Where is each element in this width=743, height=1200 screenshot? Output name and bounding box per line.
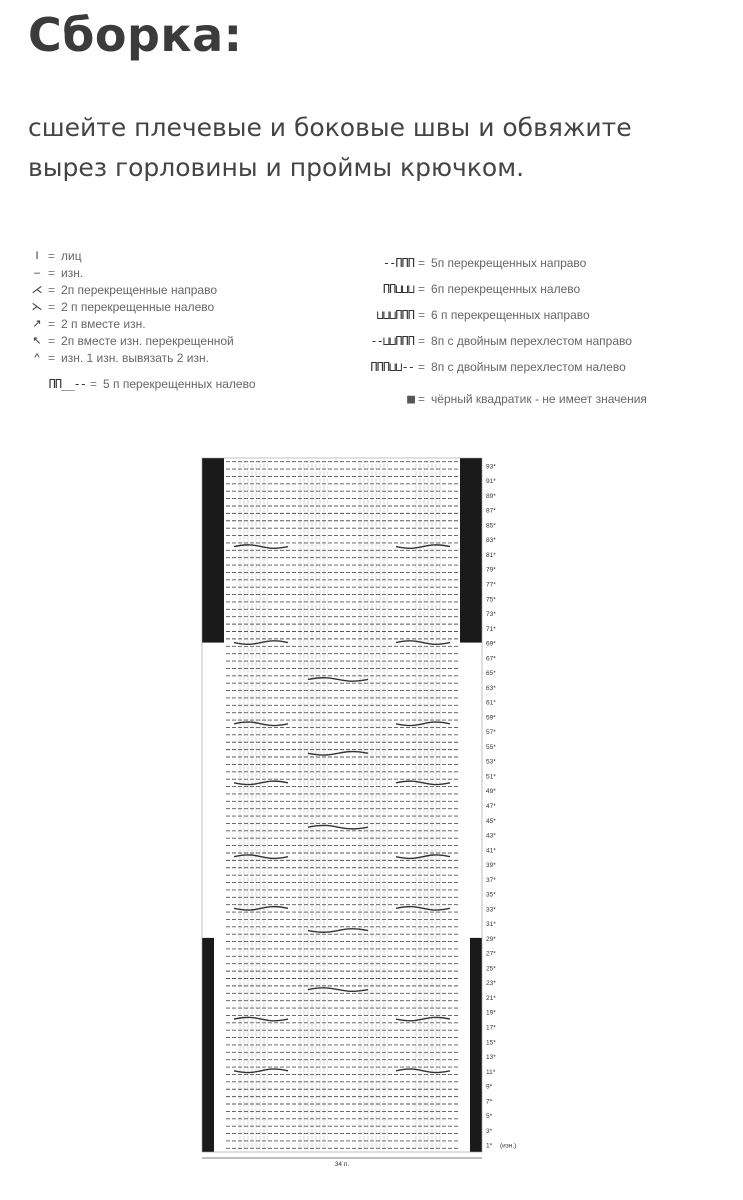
row-number-label: 85* — [486, 522, 496, 530]
row-number-label: 1* — [486, 1142, 493, 1150]
row-number-label: 53* — [486, 758, 496, 766]
legend-label: 5п перекрещенных направо — [431, 255, 587, 270]
row-number-label: 47* — [486, 803, 496, 810]
legend-eq: = — [48, 334, 56, 348]
black-bar-left-bottom — [202, 938, 214, 1152]
row-number-label: 17* — [486, 1024, 496, 1032]
legend-item — [30, 333, 330, 350]
legend-eq: = — [48, 249, 56, 263]
knitting-chart — [198, 450, 528, 1170]
row-number-label: 15* — [486, 1039, 496, 1047]
row-number-label: 23* — [486, 980, 496, 988]
row-number-label: 57* — [486, 729, 496, 737]
legend-item — [30, 265, 330, 282]
row-number-label: 31* — [486, 921, 496, 929]
row-number-label: 61* — [486, 699, 496, 707]
row-number-label: 29* — [486, 935, 496, 943]
row-number-label: 11* — [486, 1068, 496, 1076]
legend-symbol: ΠΠ⊔⊔⊔ — [382, 281, 414, 296]
legend-eq: = — [48, 300, 56, 314]
black-bar-right-bottom — [470, 938, 482, 1152]
legend-item — [30, 350, 330, 367]
row-number-label: 89* — [486, 492, 496, 500]
legend-eq: = — [418, 281, 426, 296]
row-number-label: 67* — [486, 655, 496, 663]
row-number-label: 59* — [486, 714, 496, 722]
black-bar-left-top — [202, 458, 224, 643]
row-number-label: 35* — [486, 891, 496, 899]
row-number-label: 41* — [486, 847, 496, 855]
legend-symbol: ⋌ — [31, 284, 43, 296]
legend-symbol: – — [33, 267, 41, 279]
legend-item — [322, 328, 722, 354]
row-number-label: 55* — [486, 743, 496, 751]
legend-item — [30, 299, 330, 316]
row-number-label: 13* — [486, 1054, 496, 1062]
legend-eq: = — [418, 255, 426, 270]
row-number-label: 49* — [486, 788, 496, 796]
legend-item — [30, 376, 330, 393]
first-row-suffix: (изн.) — [500, 1142, 517, 1150]
assembly-instructions: сшейте плечевые и боковые швы и обвяжите вырез горловины и проймы крючком. — [28, 113, 632, 182]
row-number-label: 71* — [486, 625, 496, 633]
legend-label: лиц — [61, 249, 82, 263]
legend-eq: = — [48, 266, 56, 280]
row-number-label: 25* — [486, 965, 496, 973]
legend-right — [322, 250, 722, 412]
row-number-label: 19* — [486, 1009, 496, 1017]
legend-symbol: ↗ — [32, 318, 42, 330]
row-number-label: 93* — [486, 463, 496, 471]
legend-symbol: ΠΠ__-- — [48, 377, 86, 391]
legend-item — [322, 302, 722, 328]
row-number-label: 81* — [486, 551, 496, 559]
row-number-label: 27* — [486, 950, 496, 958]
row-number-label: 37* — [486, 876, 496, 884]
knit-column-area — [358, 462, 388, 1148]
row-number-label: 21* — [486, 994, 496, 1002]
legend-eq: = — [90, 377, 98, 391]
legend-eq: = — [418, 359, 426, 374]
legend-symbol: --⊔⊔ΠΠΠ — [370, 333, 414, 348]
legend-label: 8п с двойным перехлестом направо — [431, 333, 632, 348]
row-number-label: 83* — [486, 537, 496, 545]
row-number-label: 9* — [486, 1083, 493, 1091]
legend-eq: = — [48, 351, 56, 365]
row-number-label: 63* — [486, 684, 496, 692]
legend-symbol: --ΠΠΠ — [382, 255, 414, 270]
row-number-label: 77* — [486, 581, 496, 589]
legend-item — [322, 276, 722, 302]
legend-label: 2 п вместе изн. — [61, 317, 146, 331]
knit-column-area — [298, 462, 328, 1148]
row-number-label: 79* — [486, 566, 496, 574]
legend-eq: = — [48, 317, 56, 331]
black-bar-right-top — [460, 458, 482, 643]
legend-item — [322, 386, 722, 412]
width-label: 34 п. — [334, 1161, 350, 1168]
legend-left — [30, 248, 330, 393]
legend-label: 2п перекрещенные направо — [61, 283, 217, 297]
legend-label: 2 п перекрещенные налево — [61, 300, 215, 314]
row-number-label: 91* — [486, 478, 496, 486]
row-number-label: 87* — [486, 507, 496, 515]
legend-symbol: I — [35, 250, 39, 262]
row-number-label: 33* — [486, 906, 496, 914]
row-number-label: 7* — [486, 1098, 493, 1106]
knit-column-area — [238, 462, 268, 1148]
legend-item — [30, 248, 330, 265]
legend-label: 2п вместе изн. перекрещенной — [61, 334, 234, 348]
legend-symbol: ⋋ — [31, 301, 43, 313]
row-number-label: 39* — [486, 862, 496, 870]
legend-symbol: ^ — [34, 352, 40, 364]
row-number-label: 73* — [486, 611, 496, 619]
legend-eq: = — [48, 283, 56, 297]
legend-item — [30, 316, 330, 333]
legend-eq: = — [418, 333, 426, 348]
row-number-label: 3* — [486, 1127, 493, 1135]
legend-label: изн. 1 изн. вывязать 2 изн. — [61, 351, 209, 365]
legend-label: изн. — [61, 266, 84, 280]
legend-symbol: ↖ — [32, 335, 42, 347]
row-number-label: 51* — [486, 773, 496, 781]
legend-label: 6п перекрещенных налево — [431, 281, 581, 296]
row-number-label: 43* — [486, 832, 496, 840]
legend-label: 8п с двойным перехлестом налево — [431, 359, 626, 374]
legend-label: чёрный квадратик - не имеет значения — [431, 391, 647, 406]
row-number-label: 45* — [486, 817, 496, 825]
legend-label: 6 п перекрещенных направо — [431, 307, 590, 322]
row-number-label: 5* — [486, 1113, 493, 1121]
row-number-label: 65* — [486, 670, 496, 678]
row-number-label: 75* — [486, 596, 496, 604]
legend-item — [30, 282, 330, 299]
legend-symbol: ■ — [407, 391, 414, 407]
legend-symbol: ⊔⊔⊔ΠΠΠ — [376, 307, 414, 322]
row-number-label: 69* — [486, 640, 496, 648]
page-title: Сборка: — [28, 8, 243, 62]
legend-symbol: ΠΠΠ⊔⊔-- — [370, 359, 414, 374]
legend-item — [322, 250, 722, 276]
knitting-chart-svg — [198, 450, 528, 1170]
legend-eq: = — [418, 391, 426, 406]
knit-column-area — [413, 462, 443, 1148]
legend-eq: = — [418, 307, 426, 322]
legend-label: 5 п перекрещенных налево — [103, 377, 256, 391]
legend-item — [322, 354, 722, 380]
